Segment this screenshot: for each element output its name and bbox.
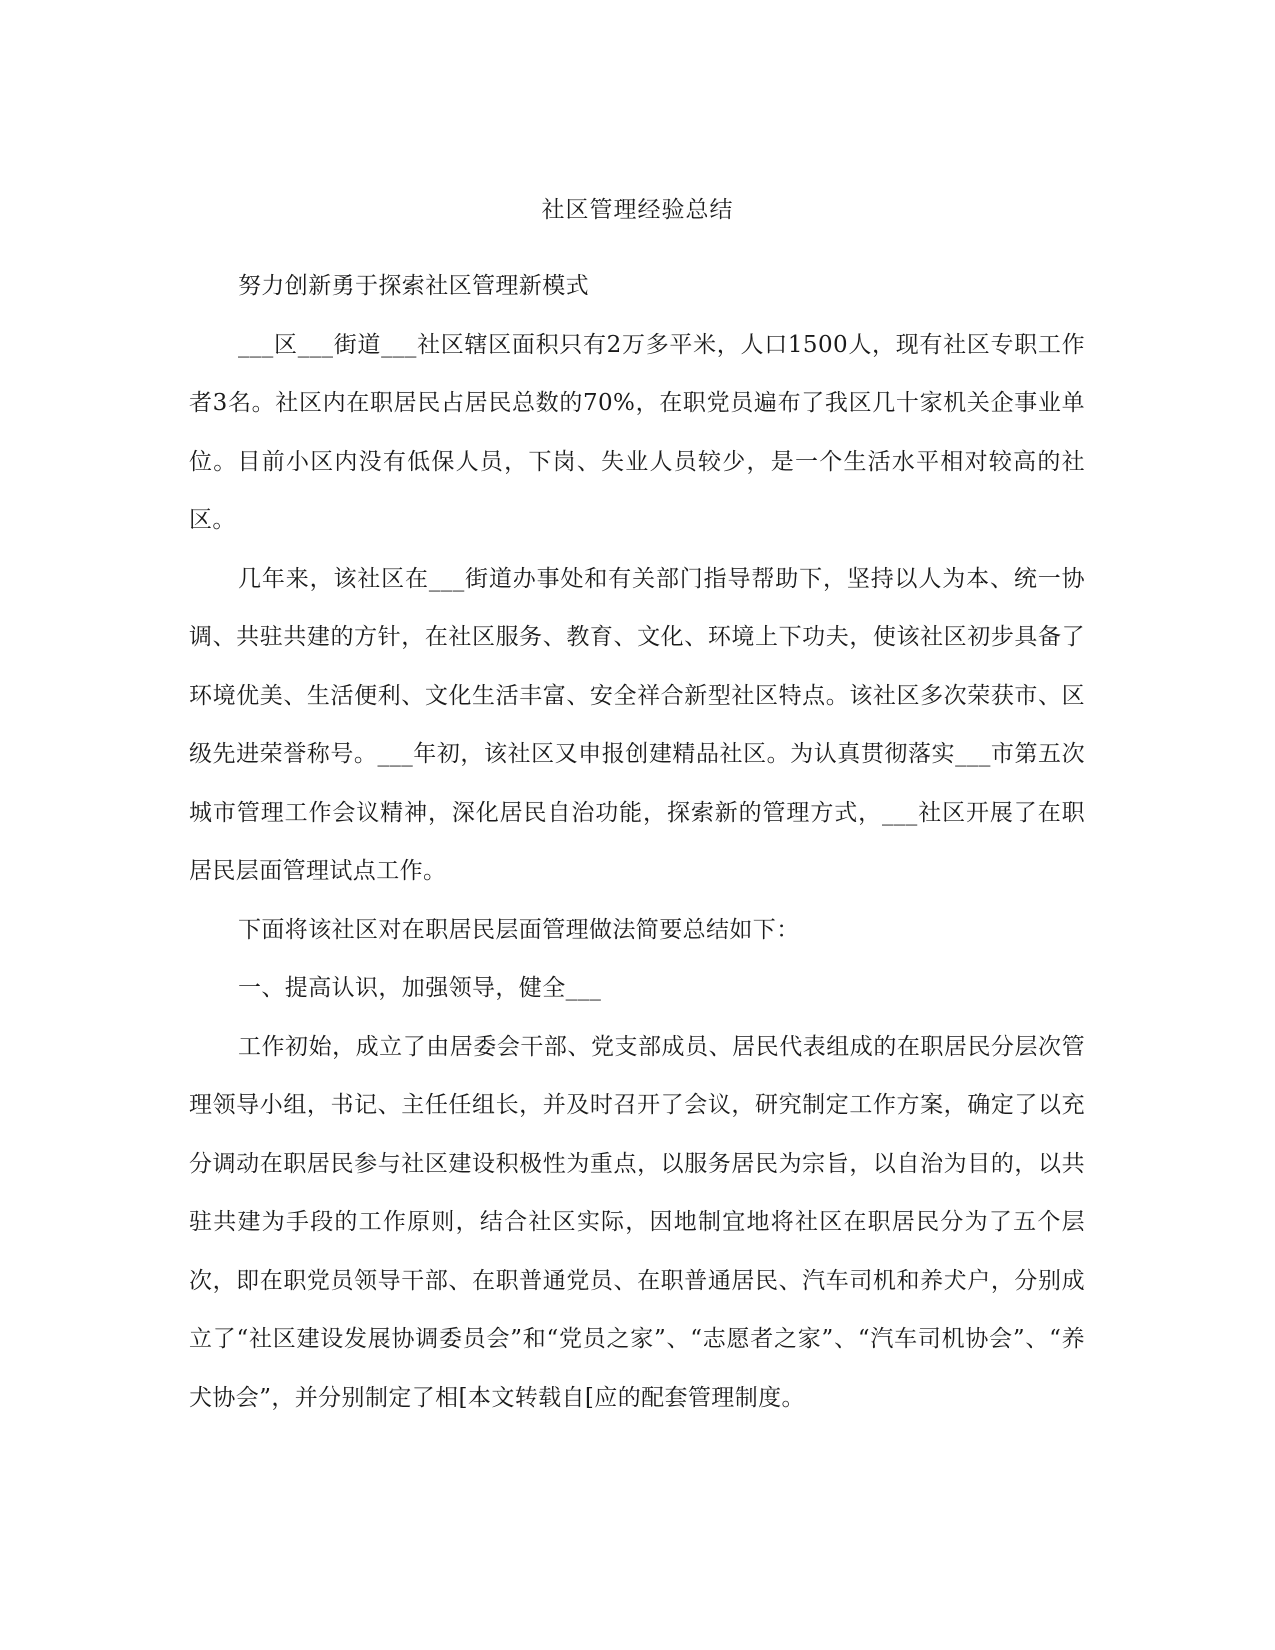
document-body: [189, 257, 1085, 1427]
section-heading-1: 一、提高认识，加强领导，健全___: [238, 975, 602, 1001]
section-1-paragraph: 工作初始，成立了由居委会干部、党支部成员、居民代表组成的在职居民分层次管理领导小组，书记、主任任组长，并及时召开了会议，研究制定工作方案，确定了以充分调动在职居民参与社区建设积极性为重点，以服务居民为宗旨，以自治为目的，以共驻共建为手段的工作原则，结合社区实际，因地制宜地将社区在职居民分为了五个层次，即在职党员领导干部、在职普通党员、在职普通居民、汽车司机和养犬户，分别成立了“社区建设发展协调委员会”和“党员之家”、“志愿者之家”、“汽车司机协会”、“养犬协会”，并分别制定了相[本文转载自[应的配套管理制度。: [189, 1033, 1085, 1411]
subtitle-paragraph: 努力创新勇于探索社区管理新模式: [238, 273, 589, 299]
background-paragraph: 几年来，该社区在___街道办事处和有关部门指导帮助下，坚持以人为本、统一协调、共驻共建的方针，在社区服务、教育、文化、环境上下功夫，使该社区初步具备了环境优美、生活便利、文化生活丰富、安全祥合新型社区特点。该社区多次荣获市、区级先进荣誉称号。___年初，该社区又申报创建精品社区。为认真贯彻落实___市第五次城市管理工作会议精神，深化居民自治功能，探索新的管理方式，___社区开展了在职居民层面管理试点工作。: [189, 565, 1085, 884]
summary-intro-paragraph: 下面将该社区对在职居民层面管理做法简要总结如下：: [238, 916, 800, 943]
community-overview-paragraph: ___区___街道___社区辖区面积只有2万多平米，人口1500人，现有社区专职工作者3名。社区内在职居民占居民总数的70%，在职党员遍布了我区几十家机关企事业单位。目前小区内没有低保人员，下岗、失业人员较少，是一个生活水平相对较高的社区。: [189, 331, 1085, 533]
document-title: 社区管理经验总结: [541, 197, 734, 223]
